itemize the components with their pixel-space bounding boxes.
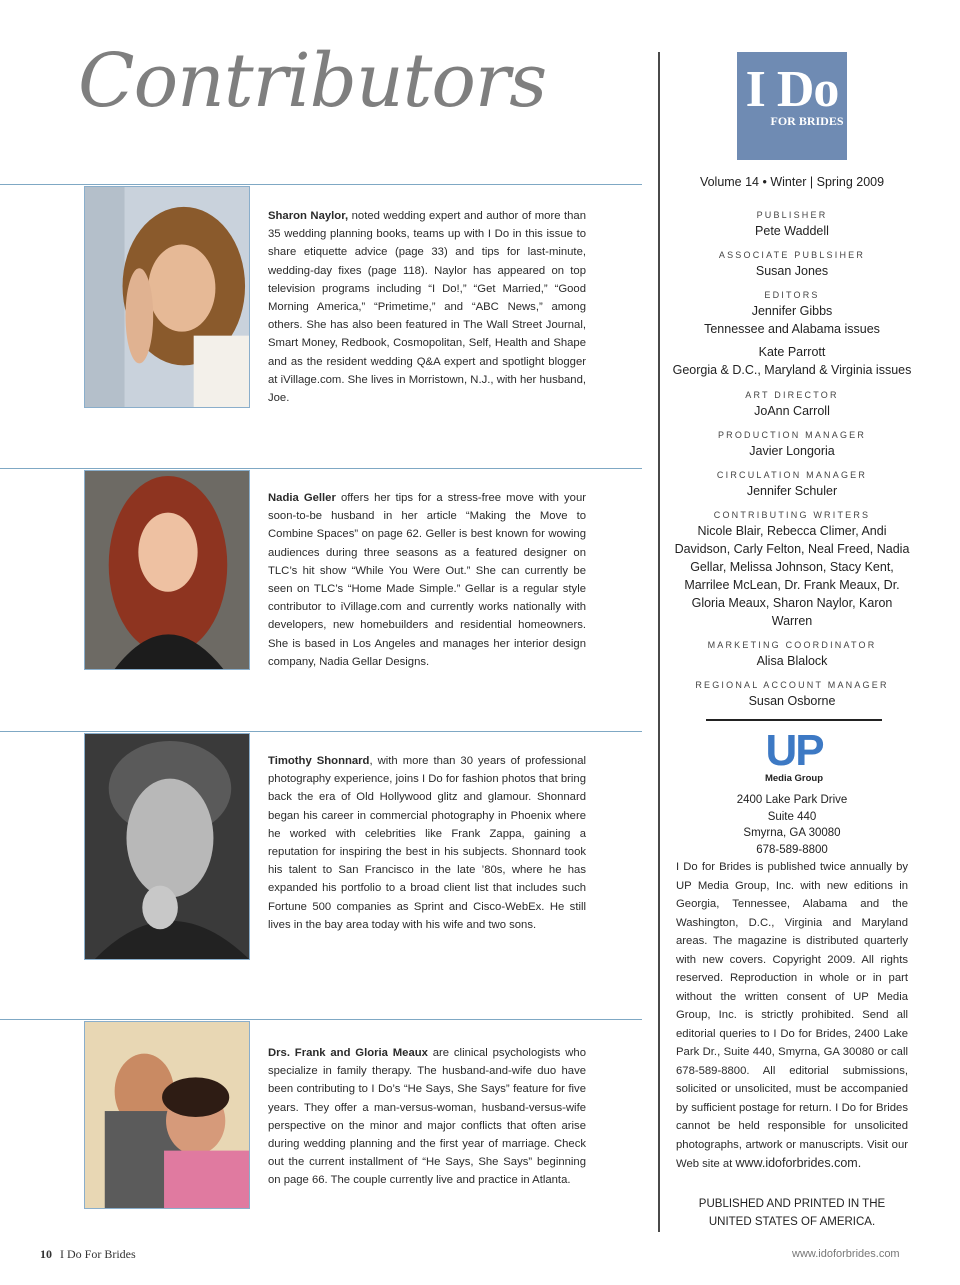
publisher-address (676, 792, 908, 858)
logo-wordmark: I Do (745, 61, 839, 118)
magazine-logo (737, 52, 847, 160)
address-line: Suite 440 (767, 810, 817, 823)
section-divider (0, 731, 642, 732)
masthead-person: Kate Parrott (758, 345, 826, 359)
website-link[interactable]: www.idoforbrides.com. (735, 1156, 862, 1170)
masthead-note: Tennessee and Alabama issues (704, 322, 880, 336)
masthead-role: CIRCULATION MANAGER (716, 470, 868, 480)
masthead-person: Susan Jones (755, 264, 829, 278)
contributor-photo-nadia-geller (84, 470, 250, 670)
contributor-bio (268, 207, 586, 407)
masthead-rule (706, 719, 882, 721)
footer-folio (40, 1247, 136, 1262)
contributor-photo-sharon-naylor (84, 186, 250, 408)
section-divider (0, 184, 642, 185)
address-phone: 678-589-8800 (756, 843, 828, 856)
masthead-role: REGIONAL ACCOUNT MANAGER (695, 680, 889, 690)
logo-subtitle: FOR BRIDES (770, 114, 844, 128)
contributor-bio (268, 1044, 586, 1190)
section-divider (0, 468, 642, 469)
contributor-name: Drs. Frank and Gloria Meaux (268, 1047, 428, 1059)
masthead (672, 204, 912, 710)
section-divider (0, 1019, 642, 1020)
masthead-person: Jennifer Schuler (746, 484, 838, 498)
masthead-role: EDITORS (764, 290, 820, 300)
up-media-logo (752, 726, 836, 784)
address-line: 2400 Lake Park Drive (736, 794, 848, 806)
up-logo-subtitle: Media Group (764, 773, 824, 784)
up-logo-mark: UP (765, 726, 823, 775)
contributor-bio-text: are clinical psychologists who specialize in family therapy. The husband-and-wife duo have been contributing to I Do’s “He Says, She Says” feature for five years. They offer a man-versus-woman, husband-versus-wife perspective on the minor and major conflicts that often arise during wedding planning and the first year of marriage. Check out the current installment of “He Says, She Says” beginning on page 66. The couple currently live and practice in Atlanta. (268, 1047, 587, 1187)
column-rule (658, 52, 660, 1232)
masthead-role: PUBLISHER (756, 210, 828, 220)
masthead-person: Pete Waddell (755, 224, 829, 238)
footer-website[interactable]: www.idoforbrides.com (792, 1248, 900, 1260)
masthead-role: CONTRIBUTING WRITERS (713, 510, 871, 520)
printed-notice: PUBLISHED AND PRINTED IN THE UNITED STATES OF AMERICA. (698, 1198, 886, 1228)
masthead-person: Jennifer Gibbs (751, 304, 833, 318)
page-title: Contributors (78, 38, 547, 124)
contributor-photo-meaux (84, 1021, 250, 1209)
footer-publication: I Do For Brides (60, 1247, 136, 1261)
contributor-name: Sharon Naylor, (268, 210, 349, 222)
contributor-bio (268, 489, 586, 671)
contributor-name: Nadia Geller (268, 492, 336, 504)
contributor-bio (268, 752, 586, 934)
page-number: 10 (40, 1247, 52, 1261)
masthead-role: PRODUCTION MANAGER (717, 430, 867, 440)
masthead-person: Susan Osborne (748, 694, 836, 708)
notice-text: I Do for Brides is published twice annually by UP Media Group, Inc. with new editions in Georgia, Tennessee, Alabama and the Washington, D.C., Virginia and Maryland areas. The magazine is distributed quarterly with new covers. Copyright 2009. All rights reserved. Reproduction in whole or in part without the written consent of UP Media Group, Inc. is strictly prohibited. Send all editorial queries to I Do for Brides, 2400 Lake Park Dr., Suite 440, Smyrna, GA 30080 or call 678-589-8800. All editorial submissions, solicited or unsolicited, must be accompanied by sufficient postage for return. I Do for Brides cannot be held responsible for unsolicited photographs, artwork or manuscripts. Visit our Web site at (676, 861, 908, 1170)
masthead-role: ASSOCIATE PUBLSIHER (718, 250, 866, 260)
contributor-bio-text: offers her tips for a stress-free move with your soon-to-be husband in her article “Making the Move to Combine Spaces” on page 62. Geller is best known for wowing audiences during three seasons as a featured designer on TLC’s hit show “While You Were Out.” She can currently be seen on TLC’s “Home Made Simple.” Gellar is a regular style contributor to iVillage.com and currently works nationally with developers, new homebuilders and residential homeowners. She is based in Los Angeles and manages her interior design company, Nadia Gellar Designs. (268, 492, 587, 668)
masthead-person: Nicole Blair, Rebecca Climer, Andi Davidson, Carly Felton, Neal Freed, Nadia Gellar, Melissa Johnson, Stacy Kent, Marrilee McLean, Dr. Frank Meaux, Dr. Gloria Meaux, Sharon Naylor, Karon Warren (674, 524, 910, 628)
contributor-bio-text: noted wedding expert and author of more than 35 wedding planning books, teams up with I Do in this issue to share etiquette advice (page 33) and tips for last-minute, wedding-day fixes (page 118). Naylor has appeared on top television programs including “I Do!,” “Get Married,” “Good Morning America,” “Primetime,” and “ABC News,” among others. She has also been featured in The Wall Street Journal, Smart Money, Redbook, Cosmopolitan, Self, Health and Shape and as the resident wedding Q&A expert and spotlight blogger at iVillage.com. She lives in Morristown, N.J., with her husband, Joe. (268, 210, 586, 405)
masthead-person: Alisa Blalock (756, 654, 828, 668)
masthead-person: JoAnn Carroll (754, 404, 830, 418)
masthead-note: Georgia & D.C., Maryland & Virginia issues (672, 363, 912, 377)
issue-volume: Volume 14 • Winter | Spring 2009 (699, 175, 885, 189)
contributor-bio-text: , with more than 30 years of professional photography experience, joins I Do for fashion photos that bring back the era of Old Hollywood glitz and glamour. Shonnard began his career in commercial photography in Phoenix where he worked with celebrities like Frank Zappa, gaining a reputation for inspiring the best in his subjects. Shonnard took his talent to San Francisco in the late ’80s, where he has expanded his portfolio to a broad client list that includes such Fortune 500 companies as Sprint and Cisco-WebEx. He still lives in the bay area today with his wife and two sons. (268, 755, 586, 931)
contributor-name: Timothy Shonnard (268, 755, 370, 767)
masthead-role: MARKETING COORDINATOR (707, 640, 877, 650)
publication-notice (676, 858, 908, 1174)
masthead-role: ART DIRECTOR (745, 390, 839, 400)
address-line: Smyrna, GA 30080 (743, 827, 841, 839)
contributor-photo-timothy-shonnard (84, 733, 250, 960)
masthead-person: Javier Longoria (749, 444, 835, 458)
